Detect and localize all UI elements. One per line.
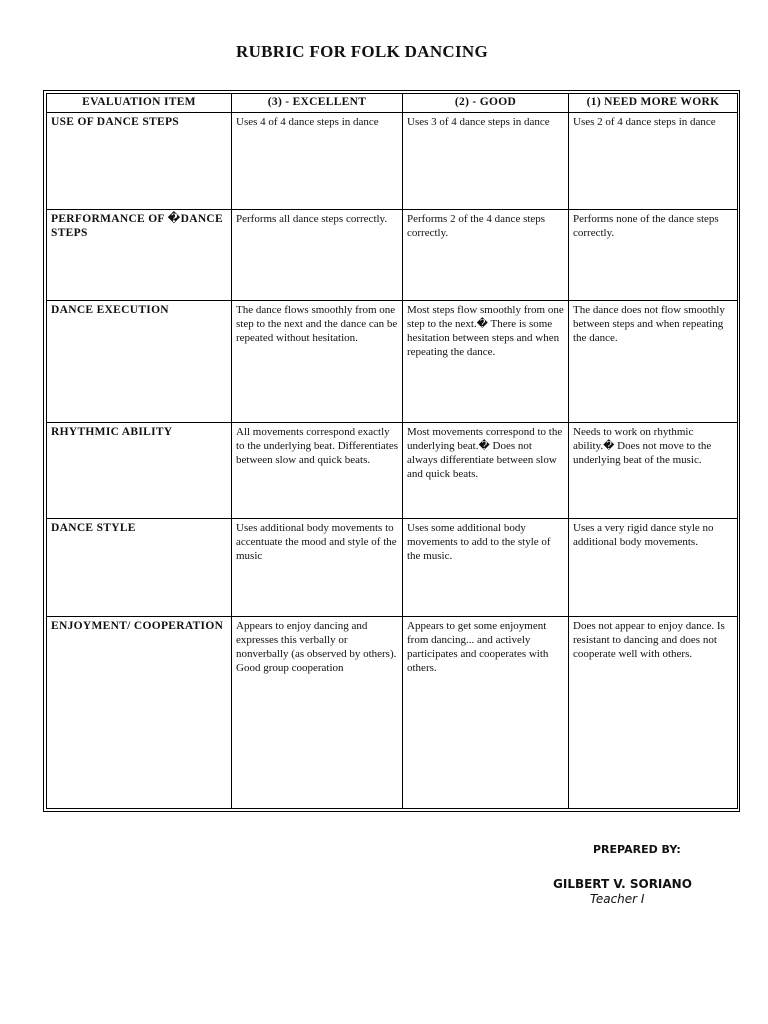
need-more-work-cell: Does not appear to enjoy dance. Is resistant to dancing and does not cooperate well with others. [569, 617, 738, 809]
evaluation-item-cell: DANCE EXECUTION [47, 301, 232, 423]
evaluation-item-cell: ENJOYMENT/ COOPERATION [47, 617, 232, 809]
table-row [47, 617, 738, 809]
need-more-work-cell: Performs none of the dance steps correctly. [569, 210, 738, 301]
evaluation-item-cell: USE OF DANCE STEPS [47, 113, 232, 210]
evaluation-item-cell: DANCE STYLE [47, 519, 232, 617]
excellent-cell: Uses additional body movements to accentuate the mood and style of the music [232, 519, 403, 617]
need-more-work-cell: Uses 2 of 4 dance steps in dance [569, 113, 738, 210]
table-row [47, 423, 738, 519]
prepared-by-label: PREPARED BY: [593, 843, 681, 856]
excellent-cell: Uses 4 of 4 dance steps in dance [232, 113, 403, 210]
good-cell: Most movements correspond to the underlying beat.� Does not always differentiate between slow and quick beats. [403, 423, 569, 519]
excellent-cell: All movements correspond exactly to the underlying beat. Differentiates between slow and quick beats. [232, 423, 403, 519]
evaluation-item-cell: RHYTHMIC ABILITY [47, 423, 232, 519]
excellent-cell: Performs all dance steps correctly. [232, 210, 403, 301]
good-cell: Most steps flow smoothly from one step to the next.� There is some hesitation between steps and when repeating the dance. [403, 301, 569, 423]
header-row [47, 94, 738, 113]
table-row [47, 113, 738, 210]
good-cell: Uses some additional body movements to add to the style of the music. [403, 519, 569, 617]
document-title: RUBRIC FOR FOLK DANCING [236, 42, 488, 61]
header-excellent: (3) - EXCELLENT [232, 94, 403, 113]
need-more-work-cell: Uses a very rigid dance style no additional body movements. [569, 519, 738, 617]
table-row [47, 519, 738, 617]
rubric-table [46, 93, 738, 809]
good-cell: Uses 3 of 4 dance steps in dance [403, 113, 569, 210]
preparer-name: GILBERT V. SORIANO [553, 877, 692, 891]
table-row [47, 210, 738, 301]
preparer-role: Teacher I [590, 892, 645, 906]
good-cell: Performs 2 of the 4 dance steps correctly. [403, 210, 569, 301]
header-good: (2) - GOOD [403, 94, 569, 113]
rubric-table-frame [43, 90, 740, 812]
excellent-cell: Appears to enjoy dancing and expresses this verbally or nonverbally (as observed by others). Good group cooperation [232, 617, 403, 809]
need-more-work-cell: Needs to work on rhythmic ability.� Does not move to the underlying beat of the music. [569, 423, 738, 519]
need-more-work-cell: The dance does not flow smoothly between steps and when repeating the dance. [569, 301, 738, 423]
header-need-more-work: (1) NEED MORE WORK [569, 94, 738, 113]
header-evaluation-item: EVALUATION ITEM [47, 94, 232, 113]
excellent-cell: The dance flows smoothly from one step to the next and the dance can be repeated without hesitation. [232, 301, 403, 423]
table-row [47, 301, 738, 423]
evaluation-item-cell: PERFORMANCE OF �DANCE STEPS [47, 210, 232, 301]
good-cell: Appears to get some enjoyment from dancing... and actively participates and cooperates with others. [403, 617, 569, 809]
